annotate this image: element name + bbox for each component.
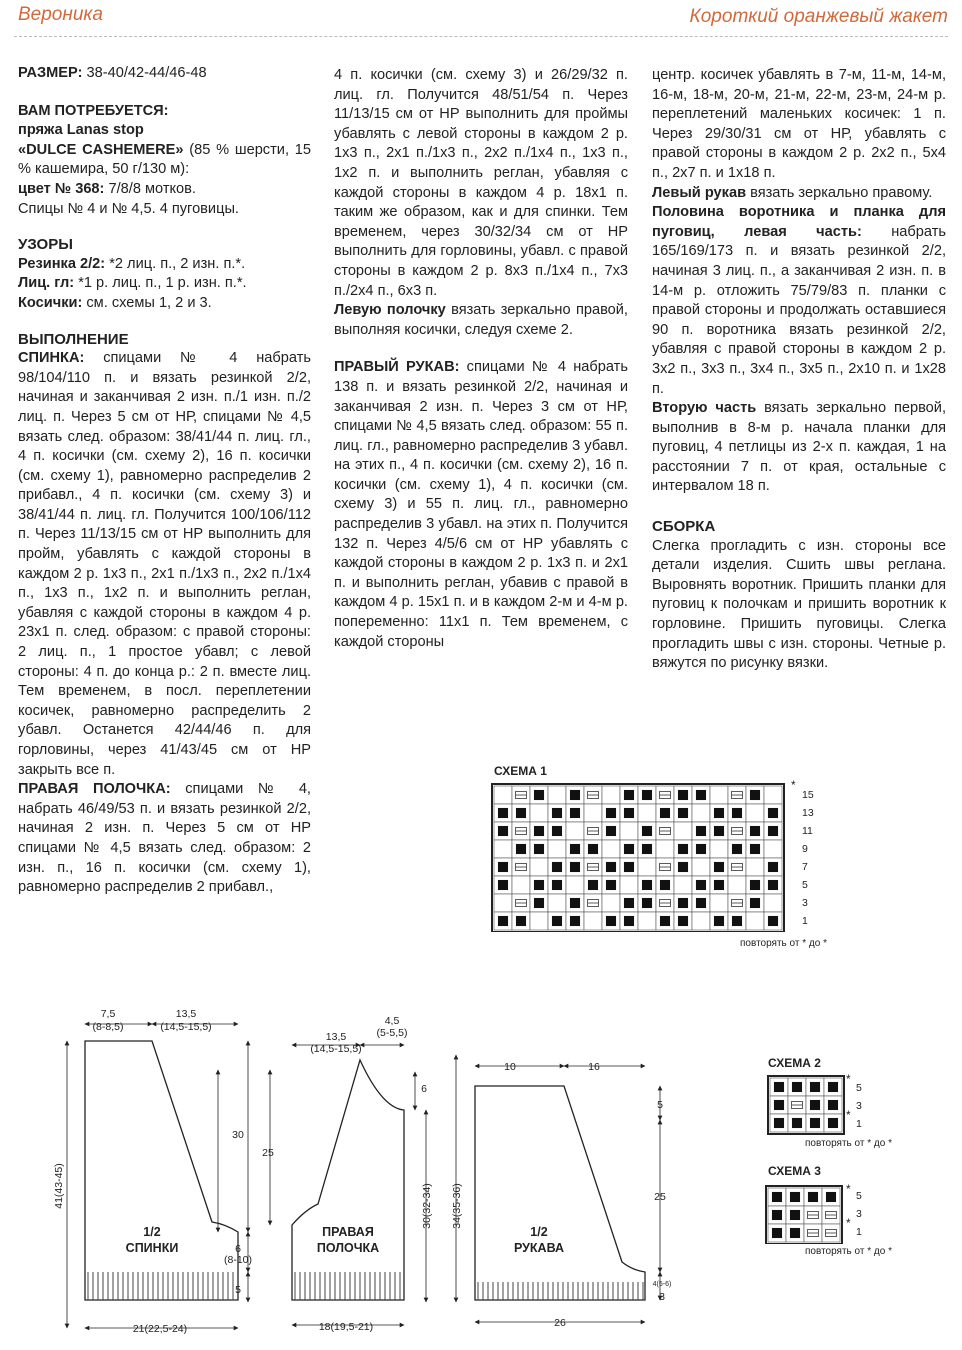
piece-label: ПОЛОЧКА — [316, 1241, 380, 1255]
right-sleeve-continued: центр. косичек убавлять в 7-м, 11-м, 14-м, 16-м, 18-м, 20-м, 21-м, 22-м, 23-м, 24-м р. переплетений маленьких косичек: 1 п. Через 29/30/31 см от НР, убавлять с правой стороны в каждом 2 р. 2х2 п., 5х4 п., 2х7 п. и 1х18 п. — [652, 67, 946, 181]
assembly-text: Слегка прогладить с изн. стороны все детали изделия. Сшить швы реглана. Выровнять воротник. Пришить планки для пуговиц к полочкам и пришить воротник к горловине. Пришить пуговицы. Слегка прогладить швы с изн. стороны. Четные р. вяжутся по рисунку вязки. — [652, 537, 946, 672]
schema2-row: 1 — [856, 1118, 862, 1130]
schema1-row: 13 — [802, 807, 814, 819]
collar-instructions — [652, 203, 946, 399]
pattern-cables-text: см. схемы 1, 2 и 3. — [82, 294, 212, 311]
piece-label: 1/2 — [143, 1225, 161, 1239]
dim-text: 6 — [421, 1083, 427, 1095]
dim-text: 41(43-45) — [53, 1163, 65, 1209]
schema3-row: 1 — [856, 1226, 862, 1238]
dim-text: 7,5 — [100, 1008, 116, 1020]
pattern-rib-label: Резинка 2/2: — [18, 255, 106, 272]
schema3-title: СХЕМА 3 — [768, 1164, 821, 1178]
schema2-repeat-mark: * — [846, 1108, 851, 1122]
back-text: спицами № 4 набрать 98/104/110 п. и вязать резинкой 2/2, начиная и заканчивая 2 изн. п./1 изн. п./2 лиц. п. Через 5 см от НР, спицами № 4,5 вязать след. образом: 38/41/44 п. лиц. гл., 4 п. косички (см. схему 2), 16 п. косички (см. схему 1), равномерно распределив 2 прибавл., 4 п. косички (см. схему 3) и 38/41/44 п. лиц. гл. Получится 100/106/112 п. Через 11/13/15 см от НР выполнить для пройм, убавлять с каждой стороны в каждом 2 р. 1х3 п., 2х1 п./1х3 п., 2х2 п./1х4 п., 1х3 п., 1х2 п. и выполнить реглан, убавляя с каждой стороны в каждом 4 р. 23х1 п. след. образом: с правой стороны: 2 лиц. п., 1 простое убавл; с левой стороны: 4 п. до конца р.: 2 п. вместе лиц. Тем временем, в посл. переплетении косичек, равномерно распределить 2 убавл. Останется 42/44/46 п. для горловины, через 41/43/45 см от НР закрыть все п. — [18, 350, 311, 778]
schema2-grid — [766, 1074, 856, 1140]
header-divider — [14, 36, 948, 37]
text-column-3 — [652, 66, 946, 674]
schema3-row: 3 — [856, 1208, 862, 1220]
article-title: Короткий оранжевый жакет — [689, 6, 948, 27]
schema1-row: 5 — [802, 879, 808, 891]
size-value: 38-40/42-44/46-48 — [82, 65, 207, 81]
schema1-row: 11 — [802, 825, 813, 837]
dim-text: (5-5,5) — [376, 1027, 408, 1039]
schema1-grid — [490, 782, 790, 932]
back-outline — [85, 1041, 238, 1300]
pattern-rib — [18, 255, 311, 275]
yarn-composition: (85 % шерсти, 15 % кашемира, 50 г/130 м): — [18, 141, 311, 178]
dim-text: 18(19,5-21) — [318, 1321, 374, 1333]
right-front-label: ПРАВАЯ ПОЛОЧКА: — [18, 781, 171, 798]
schema2-row: 5 — [856, 1082, 862, 1094]
dim-text: 10 — [504, 1061, 516, 1073]
schema2-row: 3 — [856, 1100, 862, 1112]
dim-text: 5 — [235, 1284, 241, 1296]
pattern-stockinette-text: *1 р. лиц. п., 1 р. изн. п.*. — [74, 275, 247, 292]
piece-label: РУКАВА — [513, 1241, 565, 1255]
second-part-label: Вторую часть — [652, 400, 757, 417]
color-line — [18, 180, 311, 200]
dim-text: 26 — [554, 1317, 566, 1329]
pattern-pieces — [0, 1000, 740, 1345]
patterns-title: УЗОРЫ — [18, 236, 73, 254]
schema3-row: 5 — [856, 1190, 862, 1202]
needles-line: Спицы № 4 и № 4,5. 4 пуговицы. — [18, 200, 239, 217]
schema3-repeat-note: повторять от * до * — [805, 1246, 892, 1257]
right-sleeve-instructions — [334, 358, 628, 652]
schema1-row: 15 — [802, 789, 814, 801]
yarn-desc — [18, 141, 311, 180]
schema2-repeat-note: повторять от * до * — [805, 1138, 892, 1149]
text-column-2 — [334, 66, 628, 652]
size-line — [18, 64, 311, 84]
color-value: 7/8/8 мотков. — [104, 180, 196, 197]
right-front-continued: 4 п. косички (см. схему 3) и 26/29/32 п. лиц. гл. Получится 48/51/54 п. Через 11/13/15 см от НР выполнить для проймы убавлять с левой стороны в каждом 2 р. 1х3 п., 2х1 п./1х3 п., 2х2 п./1х4 п., 1х3 п., 1х2 п. и выполнить реглан, убавляя с каждой стороны в каждом 4 р. 18х1 п. таким же образом, как и для спинки. Тем временем, через 30/32/34 см от НР выполнить для горловины, убавл. с правой стороны в каждом 2 р. 8х3 п./1х4 п., 7х3 п./2х4 п., 6х3 п. — [334, 67, 628, 299]
schema1-row: 3 — [802, 897, 808, 909]
dim-text: (14,5-15,5) — [160, 1021, 212, 1033]
second-part-text: вязать зеркально первой, выполнив в 8-м р. начала планки для пуговиц, 4 петлицы из 2-х п. каждая, 1 на расстоянии 7 п. от края, остальные с интервалом 18 п. — [652, 400, 946, 495]
sleeve-outline — [475, 1086, 645, 1300]
pattern-stockinette — [18, 274, 311, 294]
dim-text: 13,5 — [325, 1031, 347, 1043]
schema3-repeat-mark: * — [846, 1216, 851, 1230]
schema1-row: 9 — [802, 843, 808, 855]
pattern-rib-text: *2 лиц. п., 2 изн. п.*. — [105, 255, 246, 272]
left-front-label: Левую полочку — [334, 302, 446, 319]
schema1-row: 1 — [802, 915, 808, 927]
execution-title: ВЫПОЛНЕНИЕ — [18, 330, 129, 348]
dim-text: 5 — [657, 1099, 663, 1111]
schema2-title: СХЕМА 2 — [768, 1056, 821, 1070]
schema1-repeat-note: повторять от * до * — [740, 938, 827, 949]
schema3-grid — [764, 1184, 854, 1244]
schema1-repeat-mark: * — [791, 778, 796, 792]
right-front-instructions — [18, 780, 311, 898]
right-front-text: спицами № 4, набрать 46/49/53 п. и вязать резинкой 2/2, начиная 2 изн. п. Через 5 см от НР спицами № 4,5 вязать след. образом: 2 изн. п., 16 п. косички (см. схему 1), равномерно распределив 2 прибавл., — [18, 781, 311, 896]
left-sleeve-text: вязать зеркально правому. — [746, 184, 933, 201]
left-front-instructions — [334, 301, 628, 340]
collar-label: Половина воротника и планка для пуговиц, левая часть: — [652, 204, 946, 240]
pattern-stockinette-label: Лиц. гл: — [18, 275, 75, 292]
schema1-row: 7 — [802, 861, 808, 873]
piece-label: 1/2 — [530, 1225, 548, 1239]
left-sleeve-instructions — [652, 184, 946, 204]
dim-text: 16 — [588, 1061, 600, 1073]
magazine-title: Вероника — [18, 4, 103, 25]
dim-text: 34(35-36) — [451, 1183, 463, 1229]
left-front-text: вязать зеркально правой, выполняя косички, следуя схеме 2. — [334, 302, 628, 338]
schema2-repeat-mark: * — [846, 1072, 851, 1086]
dim-text: (8-8,5) — [92, 1021, 124, 1033]
dim-text: 30(32-34) — [421, 1183, 433, 1229]
dim-text: 13,5 — [175, 1008, 197, 1020]
color-label: цвет № 368: — [18, 180, 105, 197]
schema1-title: СХЕМА 1 — [494, 764, 547, 778]
dim-text: 25 — [654, 1191, 666, 1203]
size-label: РАЗМЕР: — [18, 65, 83, 81]
schema3-repeat-mark: * — [846, 1182, 851, 1196]
piece-label: СПИНКИ — [125, 1241, 179, 1255]
text-column-1 — [18, 64, 311, 898]
dim-text: 30 — [232, 1129, 244, 1141]
pattern-cables-label: Косички: — [18, 294, 83, 311]
materials-title: ВАМ ПОТРЕБУЕТСЯ: — [18, 102, 169, 119]
dim-text: 25 — [262, 1147, 274, 1159]
yarn-name: «DULCE CASHEMERE» — [18, 141, 184, 158]
back-instructions — [18, 349, 311, 780]
front-outline — [292, 1060, 404, 1300]
dim-text: (14,5-15,5) — [310, 1043, 362, 1055]
dim-text: 4(5-6) — [652, 1281, 672, 1288]
dim-text: 4,5 — [384, 1015, 400, 1027]
left-sleeve-label: Левый рукав — [652, 184, 747, 201]
dim-text: 21(22,5-24) — [132, 1323, 188, 1335]
back-label: СПИНКА: — [18, 350, 85, 367]
collar-text: набрать 165/169/173 п. и вязать резинкой 2/2, начиная 3 лиц. п., а заканчивая 2 изн. п. в 14-м р. отложить 75/79/83 п. планки с правой стороны и продолжать оставшиеся 90 п. воротника вязать резинкой 2/2, убавляя с правой стороны в каждом 2 р. 3х2 п., 3х3 п., 3х4 п., 3х5 п., 2х10 п. и 1х28 п. — [652, 223, 946, 397]
dim-text: 3 — [659, 1291, 665, 1303]
second-part-instructions — [652, 399, 946, 497]
pattern-cables — [18, 294, 311, 314]
right-sleeve-text: спицами № 4 набрать 138 п. и вязать резинкой 2/2, начиная и заканчивая 2 изн. п. Через 3 см от НР, спицами № 4,5 вязать след. образом: 55 п. лиц. гл., равномерно распределив 3 убавл. на этих п., 4 п. косички (см. схему 2), 16 п. косички (см. схему 1), 4 п. косички (см. схему 3) и 55 п. лиц. гл., равномерно распределив 3 убавл. на этих п. Получится 132 п. Через 4/5/6 см от НР убавлять с каждой стороны в каждом 2 р. 1х3 п. и 2х1 п. и выполнить реглан, убавив с правой в каждом 4 р. 15х1 п. и в каждом 2-м и 4-м р. попеременно: 11х1 п. Тем временем, с каждой стороны — [334, 359, 628, 650]
right-sleeve-label: ПРАВЫЙ РУКАВ: — [334, 359, 460, 376]
dim-text: 6 — [235, 1243, 241, 1255]
assembly-title: СБОРКА — [652, 518, 716, 536]
piece-label: ПРАВАЯ — [322, 1225, 374, 1239]
yarn-line: пряжа Lanas stop — [18, 122, 144, 139]
dim-text: (8-10) — [223, 1254, 253, 1266]
